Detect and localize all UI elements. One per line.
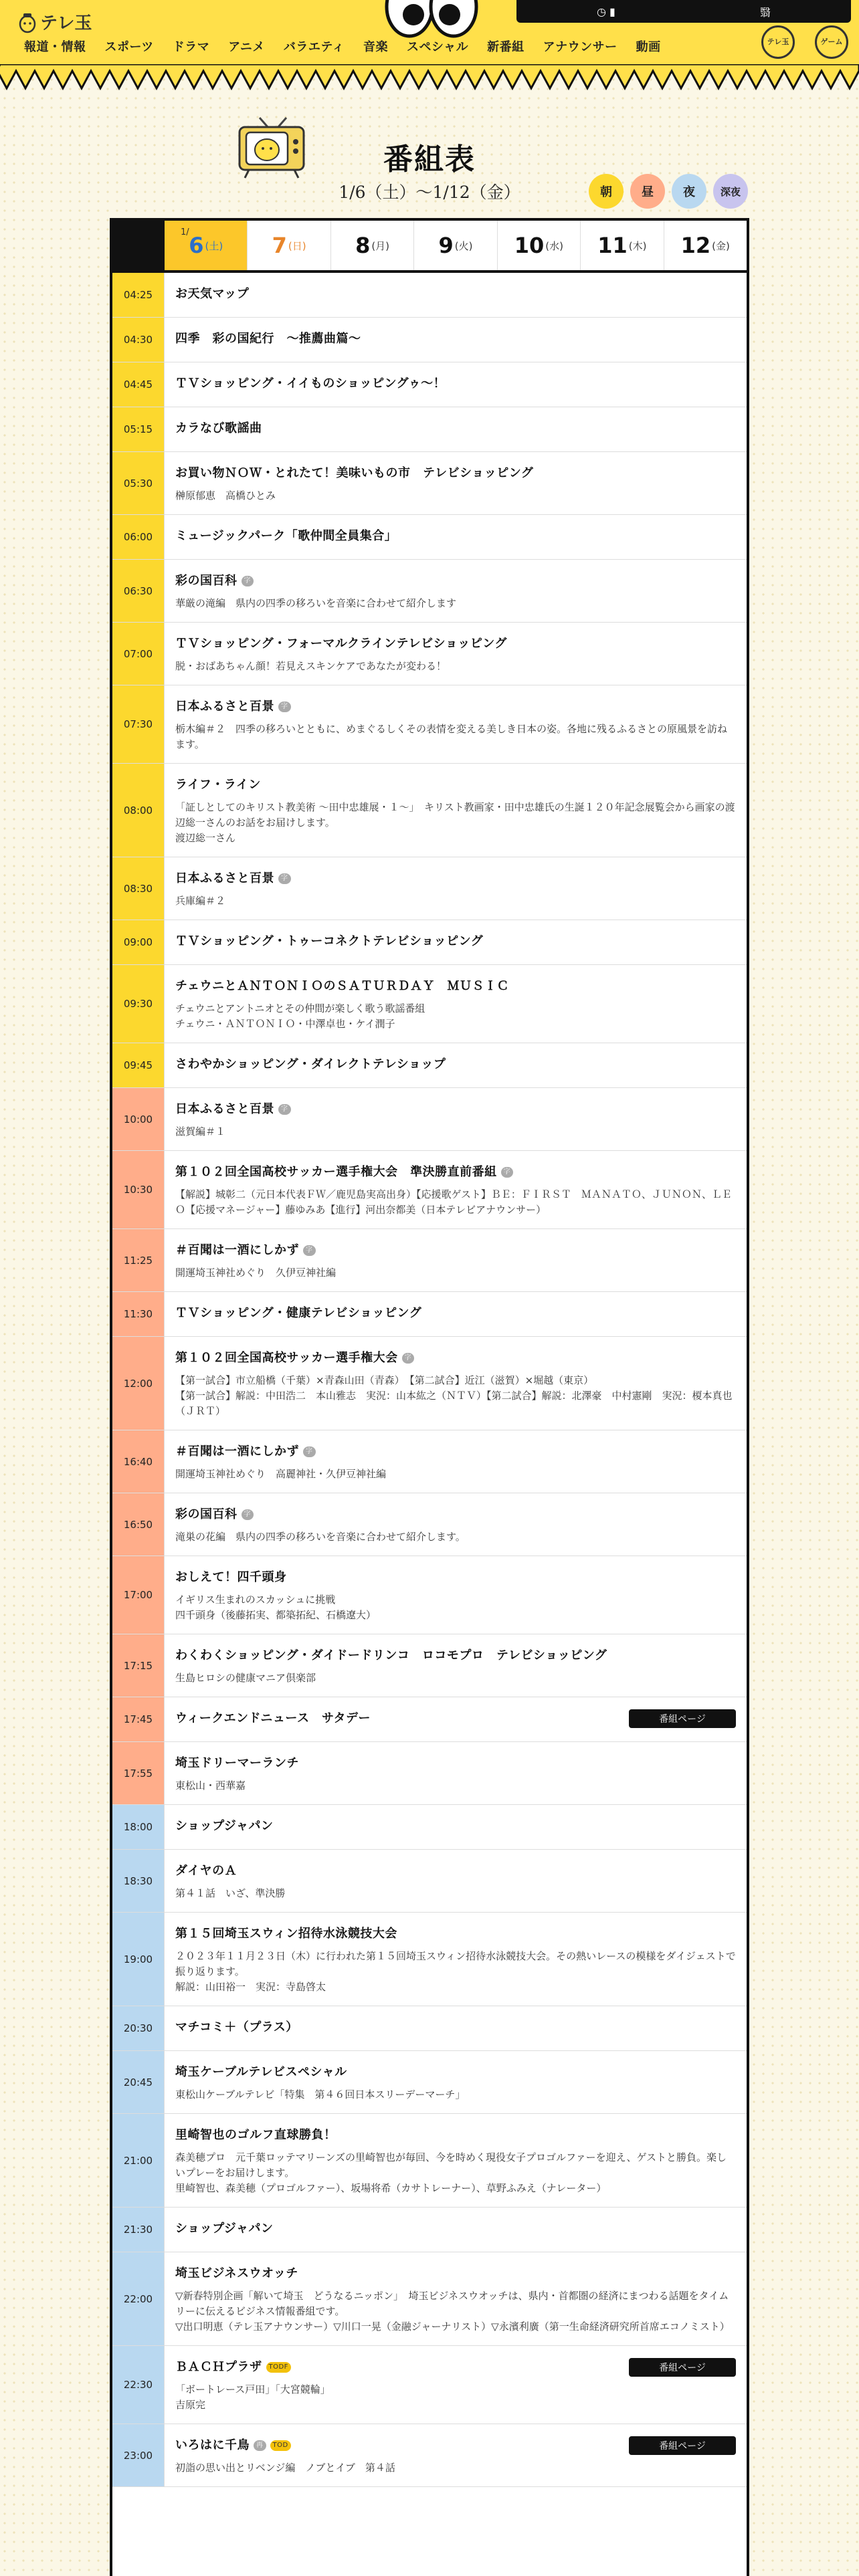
program-title-text: 彩の国百科 [175, 574, 237, 588]
program-badge: 字 [278, 1104, 291, 1115]
program-row [112, 2252, 747, 2346]
program-row [112, 515, 747, 560]
program-title[interactable] [175, 1243, 736, 1259]
program-title[interactable] [175, 2064, 736, 2080]
program-badge: 再 [254, 2440, 266, 2451]
nav-item[interactable]: 音楽 [363, 40, 388, 54]
program-badge: 字 [402, 1353, 415, 1364]
program-title-text: いろはに千鳥 [175, 2438, 250, 2452]
program-row [112, 764, 747, 857]
program-cell[interactable] [165, 623, 747, 685]
program-description: 【解説】城彰二（元日本代表ＦＷ／鹿児島実高出身）【応援歌ゲスト】ＢＥ：ＦＩＲＳＴ ＭＡＮＡＴＯ、ＪＵＮＯＮ、ＬＥＯ【応援マネージャー】藤ゆみあ【進行】河出奈都美（日本テレビアナウンサー） [175, 1188, 732, 1216]
program-cell[interactable] [165, 273, 747, 317]
program-row [112, 2424, 747, 2487]
program-row [112, 1043, 747, 1088]
program-schedule [110, 218, 749, 2576]
program-time: 09:00 [112, 920, 165, 964]
program-title[interactable] [175, 2020, 736, 2036]
program-description: ▽新春特別企画「解いて埼玉 どうなるニッポン」 埼玉ビジネスウオッチは、県内・首都圏の経済にまつわる話題をタイムリーに伝えるビジネス情報番組です。 ▽出口明恵（テレ玉アナウンサー）▽川口一晃（金融ジャーナリスト）▽永濱利廣（第一生命経済研究所首席エコノミスト） [175, 2290, 730, 2333]
program-time: 17:55 [112, 1742, 165, 1804]
program-title[interactable] [175, 1164, 736, 1180]
program-time: 04:45 [112, 362, 165, 407]
day-tab-number: 6 [189, 233, 204, 258]
program-title-text: ＃百聞は一酒にしかず [175, 1243, 299, 1257]
program-title-text: カラなび歌謡曲 [175, 421, 262, 435]
day-tab[interactable] [498, 221, 581, 270]
program-title[interactable] [175, 421, 736, 437]
nav-item[interactable]: 報道・情報 [24, 40, 86, 54]
program-row [112, 452, 747, 515]
program-time: 21:30 [112, 2208, 165, 2252]
day-tabs [112, 221, 747, 273]
time-filter-button[interactable]: 昼 [630, 174, 665, 209]
program-description: ２０２３年１１月２３日（木）に行われた第１５回埼玉スウィン招待水泳競技大会。その熱いレースの模様をダイジェストで振り返ります。 解説：山田裕一 実況：寺島啓太 [175, 1950, 736, 1993]
day-tab-month: 1/ [181, 227, 189, 237]
program-time: 10:30 [112, 1151, 165, 1228]
mascot-circle-icon[interactable]: テレ玉 [761, 25, 795, 59]
program-cell[interactable] [165, 1151, 747, 1228]
program-title-text: 第１０２回全国高校サッカー選手権大会 [175, 1351, 398, 1365]
program-time: 22:30 [112, 2346, 165, 2424]
program-time: 09:30 [112, 965, 165, 1043]
program-title-text: ウィークエンドニュース サタデー [175, 1711, 371, 1725]
program-row [112, 2208, 747, 2252]
program-time: 16:40 [112, 1430, 165, 1493]
page-title: 番組表 [383, 142, 476, 177]
day-tab-weekday: (金) [712, 239, 730, 252]
program-description: 第４１話 いざ、準決勝 [175, 1887, 286, 1899]
program-description: 開運埼玉神社めぐり 久伊豆神社編 [175, 1267, 337, 1279]
program-title[interactable] [175, 1755, 736, 1772]
program-time: 06:00 [112, 515, 165, 559]
program-description: 東松山ケーブルテレビ「特集 第４６回日本スリーデーマーチ」 [175, 2088, 466, 2101]
program-badge: 字 [303, 1245, 316, 1256]
program-cell[interactable] [165, 515, 747, 559]
program-time: 04:25 [112, 273, 165, 317]
day-tab-weekday: (水) [545, 239, 564, 252]
program-title[interactable] [175, 2127, 736, 2143]
program-title-text: 埼玉ビジネスウオッチ [175, 2266, 298, 2280]
program-time: 04:30 [112, 318, 165, 362]
program-time: 10:00 [112, 1088, 165, 1150]
program-title[interactable] [175, 1570, 736, 1586]
program-title-text: ＴＶショッピング・フォーマルクラインテレビショッピング [175, 637, 507, 651]
day-tab-number: 7 [272, 233, 287, 258]
program-title[interactable] [175, 331, 736, 347]
day-tab-number: 10 [514, 233, 545, 258]
program-title-text: ミュージックパーク「歌仲間全員集合」 [175, 529, 397, 543]
program-row [112, 1337, 747, 1430]
program-description: 脱・おばあちゃん顔！若見えスキンケアであなたが変わる！ [175, 660, 447, 672]
program-page-button[interactable]: 番組ページ [629, 2436, 736, 2455]
logo-text: テレ玉 [40, 13, 92, 33]
program-time: 17:00 [112, 1556, 165, 1634]
program-row [112, 407, 747, 452]
program-cell[interactable] [165, 857, 747, 920]
program-time: 11:30 [112, 1292, 165, 1336]
program-page-button[interactable]: 番組ページ [629, 1709, 736, 1728]
program-title[interactable] [175, 934, 736, 950]
program-title-text: ライフ・ライン [175, 778, 261, 792]
program-title[interactable] [175, 1057, 736, 1073]
program-title[interactable] [175, 286, 736, 302]
program-row [112, 1430, 747, 1493]
program-description: 滋賀編＃１ [175, 1125, 226, 1138]
program-row [112, 1556, 747, 1634]
main-nav [15, 37, 670, 55]
program-badge: TODF [266, 2362, 291, 2373]
time-filter-button[interactable]: 朝 [589, 174, 624, 209]
program-cell[interactable] [165, 2252, 747, 2345]
program-title-text: ＴＶショッピング・イイものショッピングゥ～！ [175, 377, 446, 391]
program-title-text: 埼玉ドリーマーランチ [175, 1756, 299, 1770]
program-row [112, 965, 747, 1043]
mascot-eyes-icon [381, 0, 482, 40]
program-row [112, 1742, 747, 1805]
program-cell[interactable] [165, 1742, 747, 1804]
program-cell[interactable] [165, 1088, 747, 1150]
program-title-text: ＃百聞は一酒にしかず [175, 1444, 299, 1459]
time-filter-buttons [589, 174, 748, 209]
program-time: 18:30 [112, 1850, 165, 1912]
nav-item[interactable]: アニメ [228, 40, 265, 54]
day-tab[interactable] [248, 221, 330, 270]
program-list [112, 273, 747, 2487]
day-tab-number: 11 [597, 233, 628, 258]
program-badge: 字 [501, 1167, 514, 1178]
program-title-text: おしえて！四千頭身 [175, 1570, 287, 1584]
day-tab-weekday: (火) [454, 239, 473, 252]
program-row [112, 1493, 747, 1556]
program-title[interactable] [175, 978, 736, 994]
program-title-text: ショップジャパン [175, 2222, 274, 2236]
program-title[interactable] [175, 1818, 736, 1834]
program-row [112, 362, 747, 407]
program-time: 17:15 [112, 1634, 165, 1697]
program-row [112, 1805, 747, 1850]
program-description: チェウニとアントニオとその仲間が楽しく歌う歌謡番組 チェウニ・ＡＮＴＯＮＩＯ・中澤卓也・ケイ潤子 [175, 1002, 425, 1030]
program-title-text: ＴＶショッピング・健康テレビショッピング [175, 1306, 422, 1320]
program-cell[interactable] [165, 2006, 747, 2050]
program-title-text: ＢＡＣＨプラザ [175, 2360, 262, 2374]
program-time: 09:45 [112, 1043, 165, 1087]
day-tab-number: 9 [438, 233, 454, 258]
program-badge: 字 [303, 1446, 316, 1457]
program-description: 初詣の思い出とリベンジ編 ノブとイブ 第４話 [175, 2462, 395, 2474]
program-title[interactable] [175, 636, 736, 652]
program-description: 華厳の滝編 県内の四季の移ろいを音楽に合わせて紹介します [175, 597, 457, 609]
program-description: 森美穂プロ 元千葉ロッテマリーンズの里崎智也が毎回、今を時めく現役女子プロゴルファーを迎え、ゲストと勝負。楽しいプレーをお届けします。 里崎智也、森美穂（プロゴルファー）、坂場将希（カサトレーナー）、草野ふみえ（ナレーター） [175, 2151, 727, 2194]
nav-item[interactable]: スペシャル [406, 40, 469, 54]
nav-item[interactable]: ドラマ [172, 40, 210, 54]
program-title[interactable] [175, 2266, 736, 2282]
program-row [112, 1850, 747, 1913]
program-row [112, 1292, 747, 1337]
program-description: 「ボートレース戸田」「大宮競輪」 吉原完 [175, 2383, 330, 2411]
date-range: 1/6（土）～1/12（金） [339, 183, 520, 202]
program-title[interactable] [175, 1863, 736, 1879]
program-title[interactable] [175, 1444, 736, 1460]
nav-item[interactable]: バラエティ [283, 40, 345, 54]
program-row [112, 1697, 747, 1742]
program-description: 兵庫編＃２ [175, 895, 226, 907]
program-cell[interactable] [165, 1229, 747, 1291]
program-title[interactable] [175, 376, 736, 392]
time-filter-button[interactable]: 深夜 [713, 174, 748, 209]
program-title-text: 日本ふるさと百景 [175, 871, 274, 885]
program-title-text: チェウニとＡＮＴＯＮＩＯのＳＡＴＵＲＤＡＹ ＭＵＳＩＣ [175, 979, 509, 993]
program-badge: 字 [242, 1509, 254, 1520]
program-cell[interactable] [165, 2424, 747, 2486]
program-badge: 字 [278, 702, 291, 712]
program-row [112, 1229, 747, 1292]
program-cell[interactable] [165, 764, 747, 857]
program-row [112, 273, 747, 318]
program-description: 滝巣の花編 県内の四季の移ろいを音楽に合わせて紹介します。 [175, 1531, 466, 1543]
program-title[interactable] [175, 465, 736, 481]
program-title[interactable] [175, 1648, 736, 1664]
program-title[interactable] [175, 1305, 736, 1321]
program-title-text: ダイヤのＡ [175, 1864, 237, 1878]
program-page-button[interactable]: 番組ページ [629, 2358, 736, 2377]
program-description: 東松山・西華嘉 [175, 1780, 246, 1792]
program-description: 栃木編＃２ 四季の移ろいとともに、めまぐるしくその表情を変える美しき日本の姿。各地に残るふるさとの原風景を訪ねます。 [175, 723, 728, 750]
program-cell[interactable] [165, 560, 747, 622]
logo-mascot-icon [17, 11, 37, 33]
program-cell[interactable] [165, 1292, 747, 1336]
program-badge: 字 [278, 873, 291, 884]
nav-item[interactable]: スポーツ [104, 40, 154, 54]
game-circle-icon[interactable]: ゲーム [815, 25, 848, 59]
program-title-text: 埼玉ケーブルテレビスペシャル [175, 2065, 347, 2079]
program-title[interactable] [175, 1350, 736, 1366]
day-tab-number: 8 [355, 233, 371, 258]
day-tab[interactable] [581, 221, 664, 270]
program-time: 18:00 [112, 1805, 165, 1849]
program-time: 05:30 [112, 452, 165, 514]
program-title[interactable] [175, 1101, 736, 1117]
topbar-right-label[interactable]: 翳 [759, 5, 771, 19]
program-cell[interactable] [165, 2346, 747, 2424]
program-cell[interactable] [165, 965, 747, 1043]
program-cell[interactable] [165, 1430, 747, 1493]
program-description: 開運埼玉神社めぐり 高麗神社・久伊豆神社編 [175, 1468, 387, 1480]
program-time: 23:00 [112, 2424, 165, 2486]
program-row [112, 2346, 747, 2424]
program-time: 20:45 [112, 2051, 165, 2113]
program-title[interactable] [175, 528, 736, 544]
program-time: 16:50 [112, 1493, 165, 1555]
program-description: 「証しとしてのキリスト教美術 ～田中忠雄展・１～」 キリスト教画家・田中忠雄氏の生誕１２０年記念展覧会から画家の渡辺総一さんのお話をお届けします。 渡辺総一さん [175, 801, 735, 844]
program-time: 22:00 [112, 2252, 165, 2345]
program-cell[interactable] [165, 1850, 747, 1912]
program-description: 【第一試合】市立船橋（千葉）×青森山田（青森） 【第二試合】近江（滋賀）×堀越（東京） 【第一試合】解説：中田浩二 本山雅志 実況：山本紘之（ＮＴＶ）【第二試合】解説：北澤豪 中村憲剛 実況：榎本真也（ＪＲＴ） [175, 1374, 733, 1417]
program-time: 07:30 [112, 685, 165, 763]
program-time: 12:00 [112, 1337, 165, 1430]
header-icons [761, 25, 848, 59]
program-time: 21:00 [112, 2114, 165, 2207]
program-title-text: 第１０２回全国高校サッカー選手権大会 準決勝直前番組 [175, 1165, 497, 1179]
program-time: 17:45 [112, 1697, 165, 1741]
program-time: 11:25 [112, 1229, 165, 1291]
program-row [112, 685, 747, 764]
program-title-text: ＴＶショッピング・トゥーコネクトテレビショッピング [175, 934, 484, 948]
program-row [112, 1634, 747, 1697]
program-row [112, 623, 747, 685]
day-tab[interactable] [664, 221, 747, 270]
time-filter-button[interactable]: 夜 [672, 174, 706, 209]
program-title-text: お天気マップ [175, 287, 250, 301]
program-time: 08:00 [112, 764, 165, 857]
day-tabs-corner [112, 221, 165, 270]
program-cell[interactable] [165, 452, 747, 514]
program-title-text: 里崎智也のゴルフ直球勝負！ [175, 2128, 337, 2142]
program-time: 19:00 [112, 1913, 165, 2006]
program-badge: 字 [242, 576, 254, 586]
program-title-text: わくわくショッピング・ダイドードリンコ ロコモプロ テレビショッピング [175, 1648, 607, 1662]
program-time: 08:30 [112, 857, 165, 920]
program-title-text: 彩の国百科 [175, 1507, 237, 1521]
program-title[interactable] [175, 573, 736, 589]
program-cell[interactable] [165, 920, 747, 964]
program-title[interactable] [175, 777, 736, 793]
header-topbar [516, 0, 851, 23]
program-row [112, 1151, 747, 1229]
day-tab[interactable] [331, 221, 414, 270]
nav-item[interactable]: 動画 [636, 40, 661, 54]
program-cell[interactable] [165, 1697, 747, 1741]
header-zigzag-border [0, 64, 859, 96]
program-title-text: 日本ふるさと百景 [175, 700, 274, 714]
site-logo[interactable] [17, 9, 92, 34]
program-title-text: ショップジャパン [175, 1819, 274, 1833]
day-tab-weekday: (土) [205, 239, 223, 252]
program-time: 20:30 [112, 2006, 165, 2050]
program-row [112, 1913, 747, 2006]
program-row [112, 1088, 747, 1151]
program-description: イギリス生まれのスカッシュに挑戦 四千頭身（後藤拓実、都築拓紀、石橋遼大） [175, 1594, 377, 1621]
program-row [112, 2114, 747, 2208]
program-row [112, 560, 747, 623]
program-title-text: 日本ふるさと百景 [175, 1102, 274, 1116]
program-title[interactable] [175, 1926, 736, 1942]
program-cell[interactable] [165, 318, 747, 362]
program-cell[interactable] [165, 1043, 747, 1087]
day-tab-weekday: (日) [288, 239, 306, 252]
program-title[interactable] [175, 871, 736, 887]
program-title-text: マチコミ＋（プラス） [175, 2020, 298, 2034]
day-tab-weekday: (月) [371, 239, 390, 252]
program-title-text: さわやかショッピング・ダイレクトテレショップ [175, 1057, 446, 1071]
program-title[interactable] [175, 1507, 736, 1523]
program-cell[interactable] [165, 685, 747, 763]
nav-item[interactable]: 新番組 [487, 40, 524, 54]
program-cell[interactable] [165, 1493, 747, 1555]
program-description: 榊原郁恵 高橋ひとみ [175, 490, 276, 502]
program-title[interactable] [175, 2221, 736, 2237]
program-time: 07:00 [112, 623, 165, 685]
program-badge: TOD [270, 2440, 291, 2451]
program-row [112, 318, 747, 362]
day-tab-weekday: (木) [628, 239, 647, 252]
program-cell[interactable] [165, 1634, 747, 1697]
program-cell[interactable] [165, 407, 747, 451]
program-cell[interactable] [165, 2208, 747, 2252]
program-cell[interactable] [165, 2114, 747, 2207]
day-tab-number: 12 [680, 233, 711, 258]
program-row [112, 2006, 747, 2051]
program-row [112, 2051, 747, 2114]
program-cell[interactable] [165, 1337, 747, 1430]
program-time: 06:30 [112, 560, 165, 622]
day-tab[interactable] [165, 221, 248, 270]
program-cell[interactable] [165, 2051, 747, 2113]
program-cell[interactable] [165, 362, 747, 407]
site-header [0, 0, 859, 64]
program-title-text: 第１５回埼玉スウィン招待水泳競技大会 [175, 1927, 397, 1941]
program-row [112, 920, 747, 965]
day-tab[interactable] [414, 221, 497, 270]
program-cell[interactable] [165, 1556, 747, 1634]
program-title[interactable] [175, 699, 736, 715]
nav-item[interactable]: アナウンサー [543, 40, 617, 54]
program-time: 05:15 [112, 407, 165, 451]
program-row [112, 857, 747, 920]
program-title-text: 四季 彩の国紀行 ～推薦曲篇～ [175, 332, 361, 346]
program-cell[interactable] [165, 1913, 747, 2006]
program-title-text: お買い物ＮＯＷ・とれたて！美味いもの市 テレビショッピング [175, 466, 534, 480]
clock-icon[interactable]: ◷ ▮ [597, 5, 615, 18]
program-cell[interactable] [165, 1805, 747, 1849]
program-description: 生島ヒロシの健康マニア倶楽部 [175, 1672, 316, 1684]
